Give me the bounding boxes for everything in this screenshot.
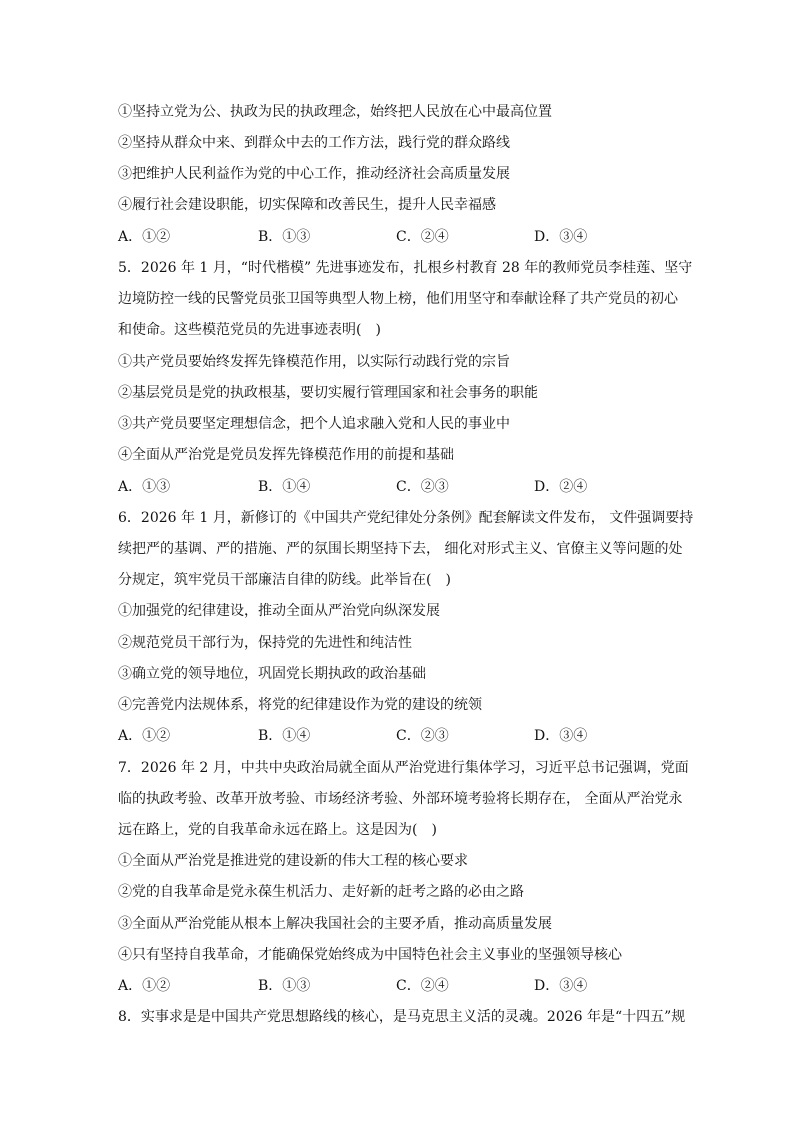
q6-option-2: ②规范党员干部行为，保持党的先进性和纯洁性 [118,635,412,651]
q4-option-3: ③把维护人民利益作为党的中心工作，推动经济社会高质量发展 [118,166,510,182]
q5-choice-c: C．②③ [396,479,449,495]
q6-option-4: ④完善党内法规体系，将党的纪律建设作为党的建设的统领 [118,697,482,713]
q5-choice-b: B．①④ [258,479,311,495]
q4-choice-c: C．②④ [396,229,449,245]
q7-choice-c: C．②④ [396,978,449,994]
q5-option-1: ①共产党员要始终发挥先锋模范作用，以实际行动践行党的宗旨 [118,354,510,370]
q7-option-2: ②党的自我革命是党永葆生机活力、走好新的赶考之路的必由之路 [118,884,524,900]
q7-choice-d: D．③④ [534,978,588,994]
q5-choice-a: A．①③ [118,479,171,495]
q6-choice-b: B．①④ [258,728,311,744]
q7-answer-choices [118,976,678,996]
q7-stem-line-1: 7．2026 年 2 月，中共中央政治局就全面从严治党进行集体学习，习近平总书记强调，党面 [118,760,689,776]
q4-choice-a: A．①② [118,229,171,245]
q6-option-1: ①加强党的纪律建设，推动全面从严治党向纵深发展 [118,603,440,619]
q6-choice-d: D．③④ [534,728,588,744]
q5-stem-line-3: 和使命。这些模范党员的先进事迹表明( ) [118,322,381,338]
q5-option-2: ②基层党员是党的执政根基，要切实履行管理国家和社会事务的职能 [118,385,538,401]
q6-stem-line-2: 续把严的基调、严的措施、严的氛围长期坚持下去， 细化对形式主义、官僚主义等问题的处 [118,541,683,557]
q6-stem-line-1: 6．2026 年 1 月，新修订的《中国共产党纪律处分条例》配套解读文件发布， 文件强调要持 [118,510,694,526]
q8-stem-line-1: 8．实事求是是中国共产党思想路线的核心，是马克思主义活的灵魂。2026 年是“十四五”规 [118,1009,686,1025]
q4-answer-choices [118,227,678,247]
q5-option-4: ④全面从严治党是党员发挥先锋模范作用的前提和基础 [118,447,454,463]
q6-answer-choices [118,726,678,746]
q6-choice-c: C．②③ [396,728,449,744]
q6-option-3: ③确立党的领导地位，巩固党长期执政的政治基础 [118,666,426,682]
q5-stem-line-2: 边境防控一线的民警党员张卫国等典型人物上榜，他们用坚守和奉献诠释了共产党员的初心 [118,291,678,307]
q5-answer-choices [118,477,678,497]
q4-option-2: ②坚持从群众中来、到群众中去的工作方法，践行党的群众路线 [118,135,510,151]
q5-stem-line-1: 5．2026 年 1 月，“时代楷模” 先进事迹发布，扎根乡村教育 28 年的教师党员李桂莲、坚守 [118,260,693,276]
q5-option-3: ③共产党员要坚定理想信念，把个人追求融入党和人民的事业中 [118,416,510,432]
q7-choice-a: A．①② [118,978,171,994]
q4-option-4: ④履行社会建设职能，切实保障和改善民生，提升人民幸福感 [118,197,496,213]
q4-option-1: ①坚持立党为公、执政为民的执政理念，始终把人民放在心中最高位置 [118,104,552,120]
q7-choice-b: B．①③ [258,978,311,994]
q7-option-4: ④只有坚持自我革命，才能确保党始终成为中国特色社会主义事业的坚强领导核心 [118,947,622,963]
q4-choice-d: D．③④ [534,229,588,245]
q7-option-3: ③全面从严治党能从根本上解决我国社会的主要矛盾，推动高质量发展 [118,916,552,932]
q6-choice-a: A．①② [118,728,171,744]
q7-stem-line-3: 远在路上，党的自我革命永远在路上。这是因为( ) [118,822,437,838]
q4-choice-b: B．①③ [258,229,311,245]
q7-stem-line-2: 临的执政考验、改革开放考验、市场经济考验、外部环境考验将长期存在， 全面从严治党永 [118,791,683,807]
q5-choice-d: D．②④ [534,479,588,495]
q7-option-1: ①全面从严治党是推进党的建设新的伟大工程的核心要求 [118,853,468,869]
q6-stem-line-3: 分规定，筑牢党员干部廉洁自律的防线。此举旨在( ) [118,572,451,588]
